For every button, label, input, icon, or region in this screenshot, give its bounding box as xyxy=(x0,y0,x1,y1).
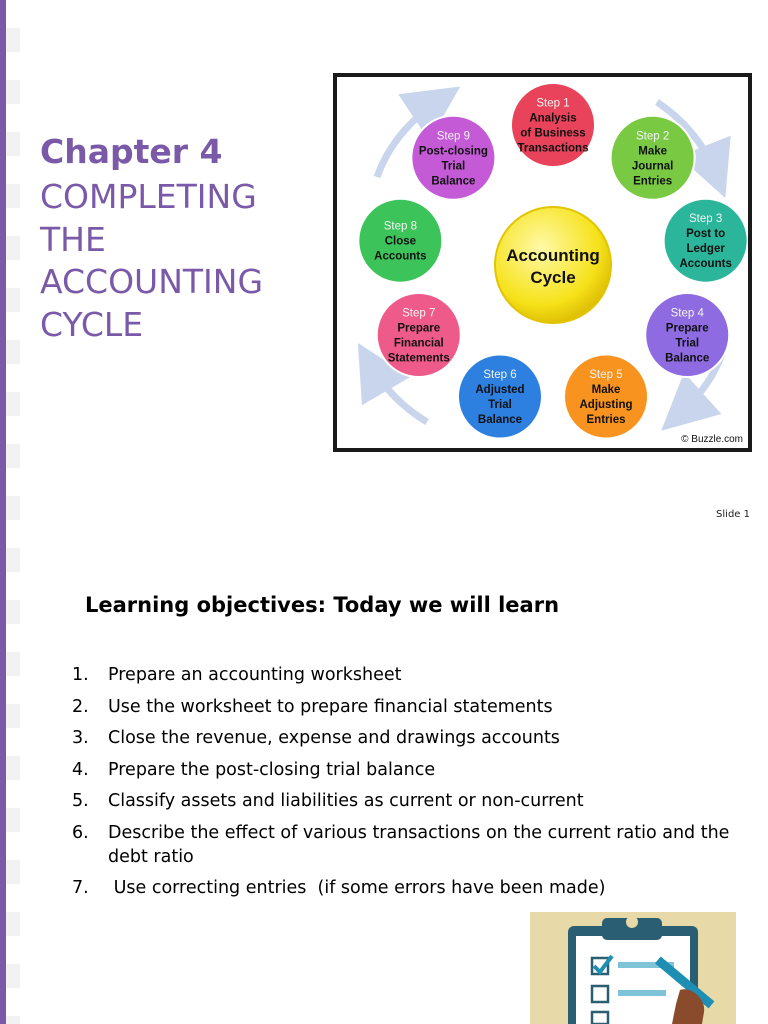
clipboard-checklist-icon xyxy=(530,912,736,1024)
list-item xyxy=(72,695,752,719)
cycle-step-node xyxy=(358,199,442,283)
item-number: 5. xyxy=(72,791,89,811)
center-node xyxy=(495,207,611,323)
subtitle-line: ACCOUNTING xyxy=(40,262,264,301)
cycle-step-label: Make xyxy=(638,145,668,158)
item-text: Classify assets and liabilities as current or non-current xyxy=(108,791,584,811)
subtitle-line: COMPLETING xyxy=(40,177,257,216)
cycle-step-label: Balance xyxy=(665,352,710,365)
cycle-step-label: Journal xyxy=(631,160,674,173)
item-text: Use the worksheet to prepare financial statements xyxy=(108,696,553,717)
cycle-step-label: Trial xyxy=(488,399,512,412)
cycle-step-label: Post to xyxy=(686,228,726,241)
cycle-step-number: Step 3 xyxy=(689,213,723,226)
cycle-step-label: Accounts xyxy=(679,258,732,271)
cycle-step-node xyxy=(664,199,748,283)
item-text: Close the revenue, expense and drawings accounts xyxy=(108,728,560,748)
cycle-step-number: Step 2 xyxy=(636,130,670,143)
cycle-step-label: of Business xyxy=(520,127,586,140)
cycle-step-node xyxy=(511,83,595,167)
cycle-step-label: Accounts xyxy=(374,250,427,263)
item-number: 7. xyxy=(72,878,89,898)
chapter-subtitle xyxy=(40,176,310,346)
list-item xyxy=(72,758,752,782)
cycle-step-label: Balance xyxy=(431,175,476,188)
diagram-credit: © Buzzle.com xyxy=(681,434,743,445)
subtitle-line: THE xyxy=(40,219,106,259)
list-item xyxy=(72,876,752,900)
item-number: 2. xyxy=(72,696,89,717)
cycle-step-label: Prepare xyxy=(397,322,441,335)
cycle-step-label: Close xyxy=(384,235,417,248)
chapter-heading: Chapter 4 xyxy=(40,132,223,171)
item-number: 6. xyxy=(72,822,89,843)
cycle-step-label: Entries xyxy=(586,414,626,427)
cycle-step-label: Trial xyxy=(675,337,700,350)
list-item xyxy=(72,789,752,813)
list-item xyxy=(72,821,752,869)
slide-number: Slide 1 xyxy=(716,509,750,520)
cycle-step-label: Adjusting xyxy=(579,399,633,412)
cycle-step-label: Prepare xyxy=(665,322,709,335)
cycle-step-number: Step 9 xyxy=(436,130,470,143)
cycle-step-label: Balance xyxy=(477,414,523,427)
cycle-diagram-svg xyxy=(337,77,748,448)
item-text: Use correcting entries (if some errors have been made) xyxy=(108,878,606,898)
cycle-step-label: Adjusted xyxy=(475,384,525,397)
cycle-step-node xyxy=(564,355,648,439)
item-number: 4. xyxy=(72,759,89,780)
cycle-step-label: Entries xyxy=(633,175,673,188)
slide-2 xyxy=(0,535,768,1024)
cycle-step-label: Ledger xyxy=(686,243,725,256)
accounting-cycle-diagram xyxy=(333,73,752,452)
cycle-step-number: Step 7 xyxy=(402,307,436,320)
cycle-step-label: Financial xyxy=(393,337,444,350)
cycle-step-number: Step 1 xyxy=(536,97,570,110)
cycle-step-label: Post-closing xyxy=(418,145,488,158)
cycle-step-node xyxy=(411,116,495,200)
cycle-step-number: Step 8 xyxy=(383,220,417,233)
cycle-step-label: Transactions xyxy=(517,142,589,155)
cycle-step-number: Step 6 xyxy=(483,369,517,382)
item-number: 3. xyxy=(72,728,89,748)
cycle-step-label: Make xyxy=(591,384,621,397)
cycle-step-node xyxy=(377,293,461,377)
item-text: Describe the effect of various transactions on the current ratio and the debt ratio xyxy=(108,822,730,867)
item-text: Prepare the post-closing trial balance xyxy=(108,759,436,780)
cycle-step-number: Step 5 xyxy=(589,369,623,382)
item-number: 1. xyxy=(72,665,89,685)
objectives-list xyxy=(72,663,752,908)
cycle-step-label: Analysis xyxy=(529,112,577,125)
cycle-step-node xyxy=(458,355,542,439)
center-label-line: Cycle xyxy=(530,268,576,287)
list-item xyxy=(72,663,752,687)
cycle-step-label: Statements xyxy=(387,352,450,365)
cycle-step-label: Trial xyxy=(441,160,466,173)
item-text: Prepare an accounting worksheet xyxy=(108,665,402,685)
subtitle-line: CYCLE xyxy=(40,304,144,344)
cycle-step-number: Step 4 xyxy=(670,307,704,320)
list-item xyxy=(72,726,752,750)
cycle-step-node xyxy=(645,293,729,377)
cycle-step-node xyxy=(611,116,695,200)
objectives-heading: Learning objectives: Today we will learn xyxy=(85,593,560,617)
center-label-line: Accounting xyxy=(506,246,600,265)
